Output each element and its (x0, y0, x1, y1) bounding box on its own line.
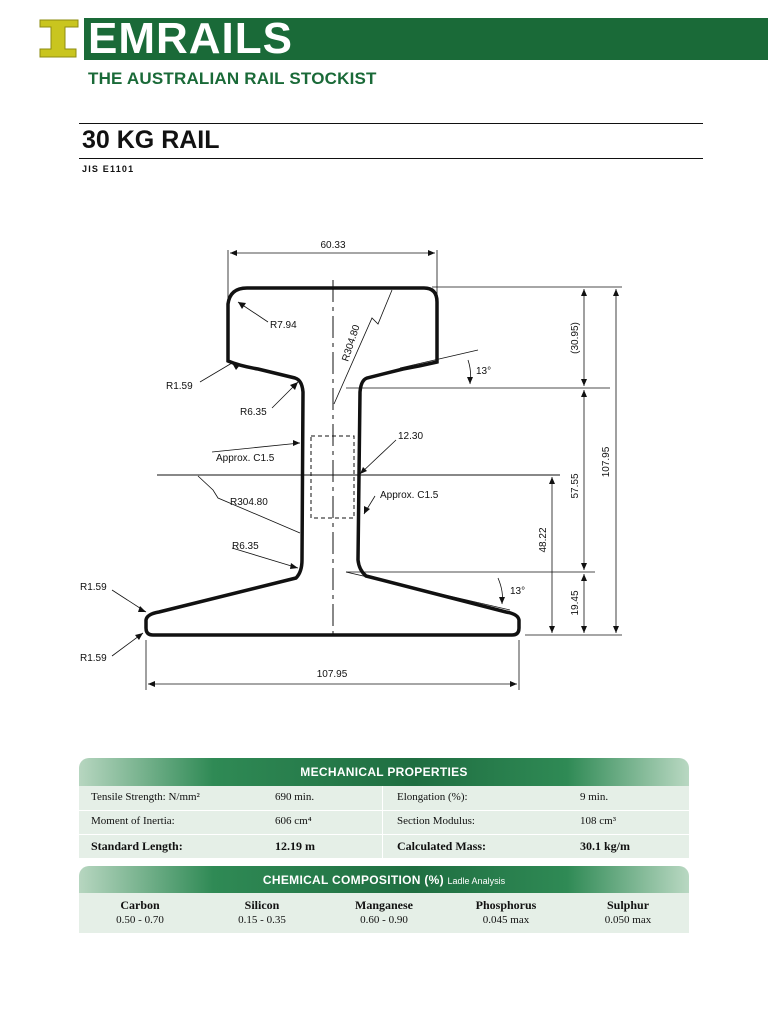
mech-value: 108 cm³ (580, 815, 616, 827)
element-value: 0.050 max (604, 914, 652, 926)
mech-label: Moment of Inertia: (91, 815, 175, 827)
dim-height: 107.95 (601, 446, 612, 478)
mech-value: 690 min. (275, 791, 315, 803)
label-fillet-top: R6.35 (240, 407, 267, 418)
brand-name: EMRAILS (88, 14, 293, 63)
label-angle-base: 13° (510, 586, 526, 597)
mechanical-row (79, 786, 689, 810)
element-name: Sulphur (606, 898, 650, 912)
element-value: 0.045 max (482, 914, 530, 926)
mechanical-row (79, 810, 689, 834)
chemical-heading (79, 866, 689, 894)
element-value: 0.60 - 0.90 (360, 914, 408, 926)
element-value: 0.50 - 0.70 (116, 914, 164, 926)
mechanical-heading-text: MECHANICAL PROPERTIES (300, 765, 468, 779)
mech-label: Section Modulus: (397, 815, 475, 827)
standard-code: JIS E1101 (82, 164, 135, 174)
mech-value: 9 min. (580, 791, 609, 803)
title-bottom-rule (79, 158, 703, 159)
label-chamfer-left: Approx. C1.5 (216, 453, 275, 464)
label-angle-head: 13° (476, 366, 492, 377)
dim-web-depth: 57.55 (570, 473, 581, 499)
chemical-heading-text: CHEMICAL COMPOSITION (%) (262, 873, 444, 887)
chemical-note: Ladle Analysis (447, 876, 506, 886)
chemical-element (201, 898, 323, 926)
mech-value: 12.19 m (275, 839, 315, 853)
dim-base-width: 107.95 (316, 669, 348, 680)
rail-profile-drawing (0, 200, 768, 720)
dim-neutral-axis: 48.22 (538, 527, 549, 553)
label-web-radius: R304.80 (230, 497, 268, 508)
mech-label: Elongation (%): (397, 791, 468, 803)
mechanical-row (79, 834, 689, 858)
element-name: Manganese (355, 898, 413, 912)
label-corner-radius-head: R1.59 (166, 381, 193, 392)
element-value: 0.15 - 0.35 (238, 914, 286, 926)
mechanical-heading (79, 758, 689, 786)
label-fillet-bottom: R6.35 (232, 541, 259, 552)
mech-value: 30.1 kg/m (580, 839, 631, 853)
element-name: Phosphorus (475, 898, 537, 912)
title-top-rule (79, 123, 703, 124)
label-corner-radius-base-top: R1.59 (80, 582, 107, 593)
chemical-element (445, 898, 567, 926)
chemical-element (567, 898, 689, 926)
mech-value: 606 cm⁴ (275, 815, 312, 827)
label-crown-radius: R304.80 (340, 323, 363, 363)
mechanical-table (79, 786, 689, 858)
label-chamfer-right: Approx. C1.5 (380, 490, 439, 501)
label-head-radius: R7.94 (270, 320, 297, 331)
element-name: Silicon (244, 898, 280, 912)
mech-label: Tensile Strength: N/mm² (91, 791, 200, 803)
chemical-element (79, 898, 201, 926)
element-name: Carbon (120, 898, 160, 912)
page-title: 30 KG RAIL (82, 126, 220, 154)
label-web-thickness: 12.30 (398, 431, 424, 442)
dim-head-depth: (30.95) (570, 322, 581, 354)
mech-label: Calculated Mass: (397, 839, 486, 853)
dim-head-width: 60.33 (320, 240, 346, 251)
rail-logo-icon (36, 16, 86, 62)
chemical-element (323, 898, 445, 926)
label-corner-radius-base-bottom: R1.59 (80, 653, 107, 664)
chemical-table (79, 893, 689, 933)
tagline: THE AUSTRALIAN RAIL STOCKIST (88, 69, 377, 88)
dim-base-depth: 19.45 (570, 590, 581, 616)
mech-label: Standard Length: (91, 839, 183, 853)
